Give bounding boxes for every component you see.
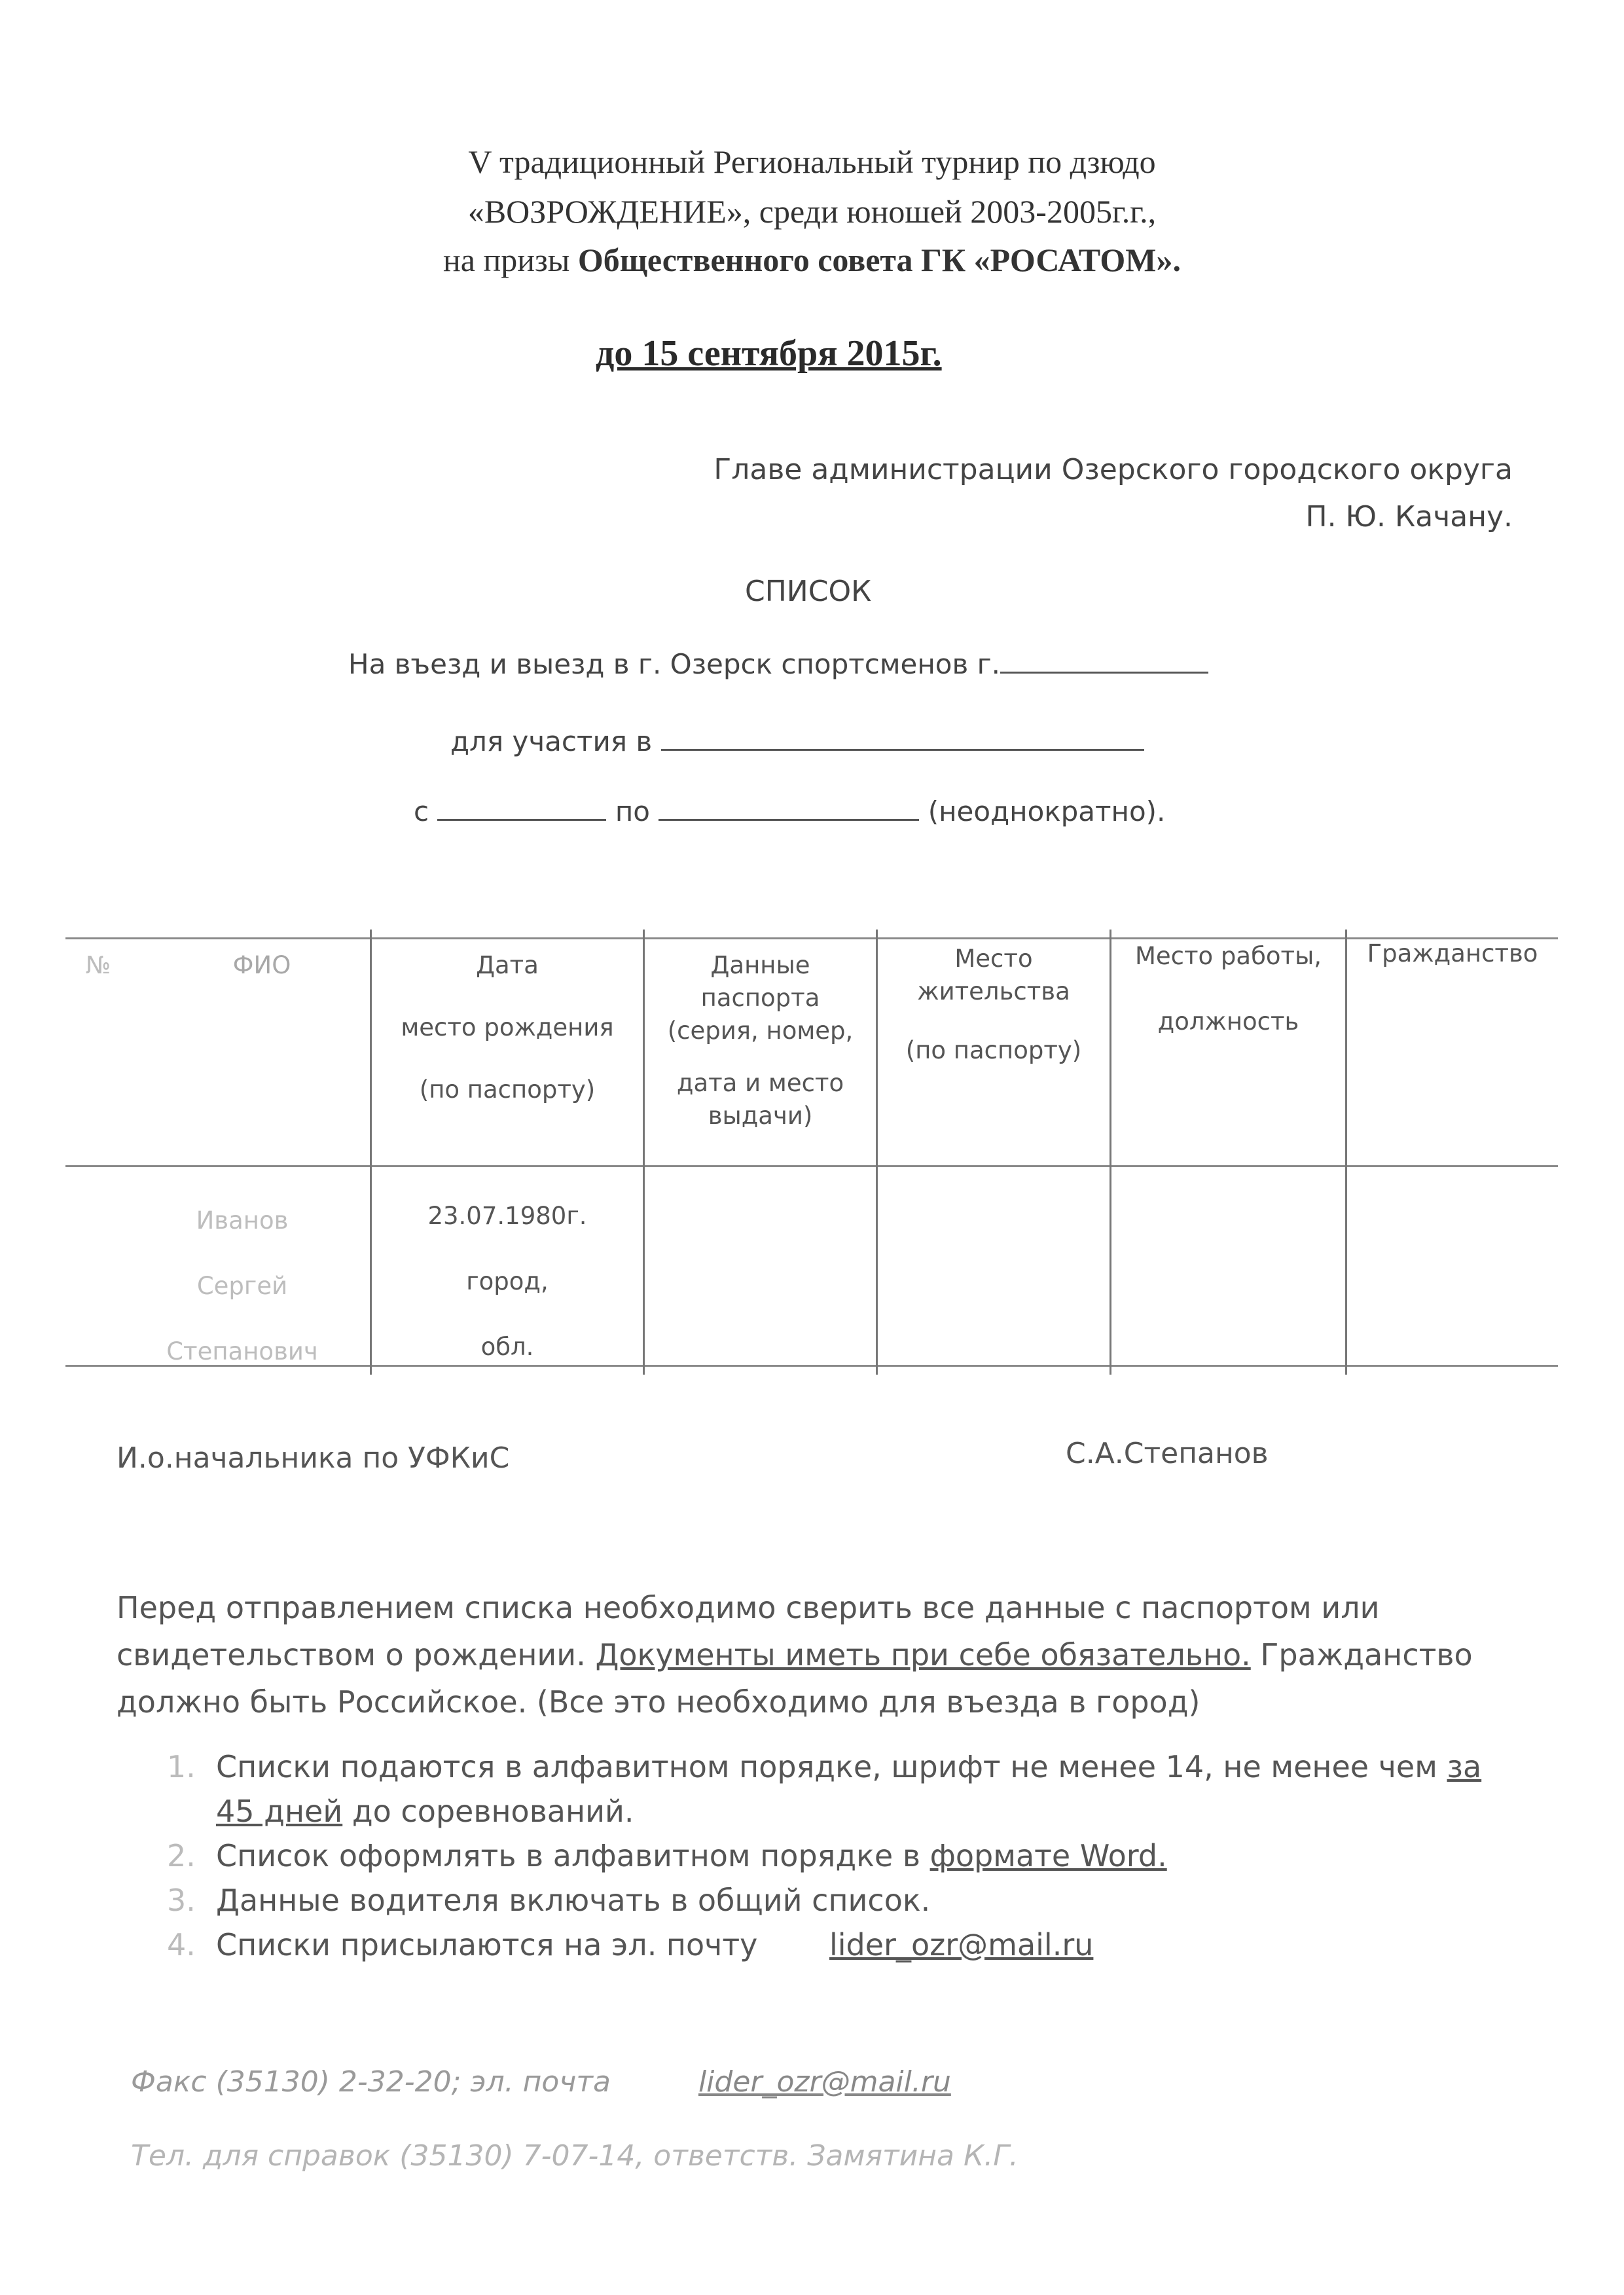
rule-text: до соревнований.	[342, 1794, 634, 1829]
fax-text: Факс (35130) 2-32-20; эл. почта	[131, 2065, 611, 2099]
participation-text: для участия в	[450, 725, 653, 757]
rule-item	[167, 1744, 1574, 1834]
col-divider	[1345, 930, 1347, 1375]
rule-text: Список оформлять в алфавитном порядке в	[216, 1838, 930, 1873]
rule-number: 4.	[167, 1927, 196, 1962]
header-residence-line: Место	[954, 945, 1033, 973]
header-passport	[645, 949, 876, 1132]
header-passport-line: паспорта	[700, 984, 820, 1012]
header-residence-line: жительства	[917, 977, 1070, 1005]
entry-text: На въезд и выезд в г. Озерск спортсменов г.	[348, 648, 1001, 680]
notice-line2-start: свидетельством о рождении.	[117, 1637, 596, 1672]
notice-line1: Перед отправлением списка необходимо сверить все данные с паспортом или	[117, 1590, 1380, 1625]
header-fio: ФИО	[232, 951, 291, 979]
rule-item	[167, 1834, 1574, 1878]
header-residence-line: (по паспорту)	[905, 1036, 1082, 1064]
header-citizenship: Гражданство	[1367, 939, 1538, 967]
email-link[interactable]: lider_ozr@mail.ru	[829, 1927, 1094, 1962]
header-passport-line: (серия, номер,	[667, 1017, 854, 1045]
table-header-border	[65, 1165, 1558, 1167]
title-prefix: на призы	[443, 242, 578, 278]
table-top-border	[65, 937, 1558, 939]
signature-name: С.А.Степанов	[1066, 1437, 1269, 1470]
rule-number: 3.	[167, 1883, 196, 1918]
rules-list	[167, 1744, 1574, 1967]
list-title: СПИСОК	[745, 575, 872, 608]
header-work-line: Место работы,	[1134, 942, 1322, 970]
from-date-blank[interactable]	[437, 819, 606, 821]
footer-email-link[interactable]: lider_ozr@mail.ru	[698, 2065, 951, 2099]
notice-line2-end: Гражданство	[1250, 1637, 1473, 1672]
tournament-title-line2: «ВОЗРОЖДЕНИЕ», среди юношей 2003-2005г.г.,	[467, 193, 1157, 230]
example-birth-line: 23.07.1980г.	[427, 1202, 587, 1230]
header-passport-line: дата и место	[676, 1069, 844, 1097]
example-fio	[144, 1188, 340, 1384]
header-num: №	[85, 951, 111, 979]
rule-item	[167, 1923, 1574, 1967]
example-fio-line: Степанович	[166, 1337, 318, 1365]
header-birth-line: Дата	[476, 951, 539, 979]
notice-line2	[117, 1631, 1576, 1678]
athletes-table	[65, 930, 1558, 1388]
to-date-blank[interactable]	[659, 819, 919, 821]
participation-line	[450, 725, 1144, 757]
city-blank[interactable]	[1000, 672, 1208, 674]
addressee-line2: П. Ю. Качану.	[1305, 500, 1513, 533]
example-birth-line: обл.	[480, 1333, 534, 1361]
to-label: по	[615, 795, 650, 827]
addressee-line1: Главе администрации Озерского городского округа	[713, 453, 1513, 486]
example-birth-line: город,	[466, 1267, 549, 1295]
rule-number: 2.	[167, 1838, 196, 1873]
header-residence	[878, 943, 1110, 1067]
footer-phone: Тел. для справок (35130) 7-07-14, ответств. Замятина К.Г.	[131, 2139, 1019, 2173]
example-birth	[372, 1184, 643, 1380]
tournament-title-line3	[0, 244, 1624, 276]
event-blank[interactable]	[661, 749, 1144, 751]
notice-line3: должно быть Российское. (Все это необходимо для въезда в город)	[117, 1684, 1200, 1720]
rule-underlined: формате Word.	[929, 1838, 1167, 1873]
tournament-title-line1: V традиционный Региональный турнир по дзюдо	[468, 143, 1156, 180]
rule-underlined: за	[1447, 1749, 1482, 1784]
header-birth	[372, 949, 643, 1106]
from-label: с	[414, 795, 429, 827]
rule-number: 1.	[167, 1749, 196, 1784]
deadline: до 15 сентября 2015г.	[596, 333, 942, 374]
dates-line	[414, 795, 1165, 827]
rule-item	[167, 1878, 1574, 1923]
addressee	[713, 446, 1513, 541]
signature-position: И.о.начальника по УФКиС	[117, 1441, 510, 1475]
header-passport-line: выдачи)	[708, 1102, 813, 1130]
rule-text: Списки подаются в алфавитном порядке, шрифт не менее 14, не менее чем	[216, 1749, 1447, 1784]
notice	[117, 1584, 1576, 1726]
rule-text: Данные водителя включать в общий список.	[216, 1883, 931, 1918]
repeat-note: (неоднократно).	[928, 795, 1166, 827]
header-work-line: должность	[1157, 1007, 1299, 1036]
title-bold: Общественного совета ГК «РОСАТОМ».	[577, 242, 1181, 278]
rule-text: Списки присылаются на эл. почту	[216, 1927, 758, 1962]
footer-fax	[131, 2065, 951, 2099]
example-fio-line: Иванов	[196, 1206, 289, 1235]
header-birth-line: (по паспорту)	[419, 1075, 596, 1104]
rule-underlined: 45 дней	[216, 1794, 343, 1829]
header-work	[1111, 940, 1345, 1038]
documents-required: Документы иметь при себе обязательно.	[595, 1637, 1251, 1672]
example-fio-line: Сергей	[196, 1272, 288, 1300]
header-passport-line: Данные	[710, 951, 810, 979]
header-birth-line: место рождения	[401, 1013, 614, 1041]
entry-line	[348, 648, 1208, 680]
